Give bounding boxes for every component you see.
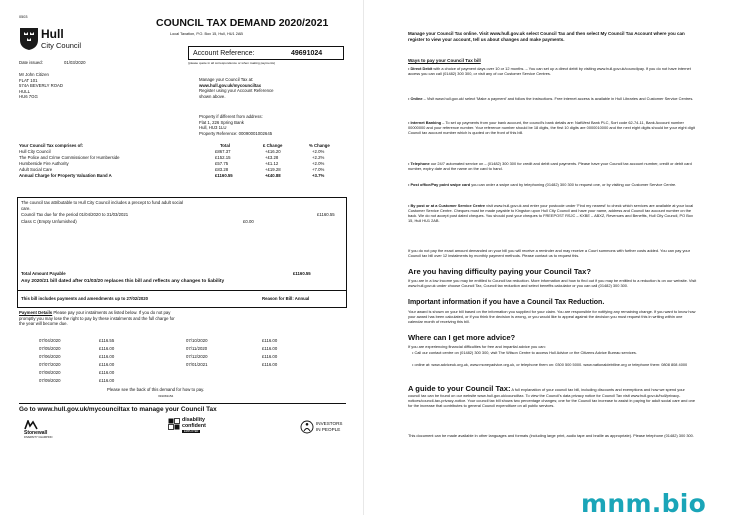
col-header: Your Council Tax comprises of: [19,143,84,148]
instalment-date: 07/01/2021 [186,362,208,367]
row-percent: +3.7% [312,173,325,178]
investors-text: INVESTORS [316,421,343,426]
instalment-date: 07/11/2020 [186,346,208,351]
stonewall-logo [21,420,81,442]
stonewall-icon [24,420,38,430]
account-ref-label: Account Reference: [193,50,255,57]
instalment-row [39,378,359,384]
row-label: Adult Social Care [19,167,53,172]
instalment-amount: £116.00 [262,338,278,343]
row-change: +£1.12 [265,161,279,166]
form-code: 0503 [19,15,28,19]
demand-front-page [0,0,364,515]
includes-notice: This bill includes payments and amendments up to 27/02/2020 [21,296,149,301]
instalment-date: 07/09/2020 [39,378,61,383]
bullet-lead: • Post office/Pay point swipe card [408,182,471,187]
instalment-amount: £116.00 [99,346,115,351]
col-header: Total [220,143,230,148]
property-line: Property Reference: 00090001002645 [199,130,273,136]
tax-table-header [19,143,339,149]
instalment-date: 07/12/2020 [186,354,208,359]
guide-text: A full explanation of your council tax bill, including discounts and exemptions and how we spend your council tax can be found on our website www.hull.gov.uk/counciltax. To view the Council's data privacy notice for Council Tax visit www.hull.gov.uk/hull/privacy-notices/council-tax-privacy-notice. Your council tax bill shows two percentage changes; one for the Council tax increase to assist in paying for adult social care and one for the increase that contributes to general Council expenditure on all public services. [408,387,695,408]
bullet-text: our 24/7 automated service on – (01482) 300 300 for credit and debit card payments. Please have your Council tax account number, credit or debit card number, expiry date and the name on the card to hand. [408,161,692,171]
instalment-amount: £116.00 [99,362,115,367]
instalment-date: 07/08/2020 [39,370,61,375]
addressee-block [19,72,63,100]
instalment-row [39,338,359,344]
row-label: Hull City Council [19,149,51,154]
investors-in-people-logo [300,418,360,440]
manage-link[interactable]: www.hull.gov.uk/mycounciltax [199,82,262,88]
bullet-lead: • Telephone [408,161,430,166]
payment-details-line: Please pay your instalments as listed below. If you do not pay [52,310,171,315]
row-change: +£19.28 [265,167,281,172]
row-percent: +7.0% [312,167,325,172]
reminder-text: If you do not pay the exact amount demanded on your bill you will receive a reminder and may receive a Court summons with further costs added. You can pay your Council tax bill over 12 instalments by monthly payment methods. Please contact us to request this. [408,248,691,258]
instalment-amount: £116.00 [99,378,115,383]
instalment-row [39,346,359,352]
stonewall-sub: DIVERSITY CHAMPION [24,436,53,439]
row-label: The Police and Crime Commissioner for Humberside [19,155,120,160]
total-value: £1160.55 [293,271,311,276]
address-line: Mr John Citizen [19,72,49,77]
instalment-date: 07/10/2020 [186,338,208,343]
bullet-lead: • Internet Banking [408,120,442,125]
payment-method-post [408,203,698,223]
manage-line: shown above. [199,93,226,99]
row-change: +£3.28 [265,155,279,160]
address-line: HU6 7GG [19,94,38,100]
property-line: Property if different from address: [199,114,263,119]
property-line: Hull, HU3 1LU [199,125,227,131]
advice-bullet: • Call our contact centre on (01482) 300 300, visit The Wilson Centre to access Hull Advice or the Citizens Advice Bureau services. [412,350,637,355]
hull-crest-icon [19,27,39,51]
row-total: £1160.55 [215,173,233,178]
row-total: £152.15 [215,155,231,160]
manage-online-block [199,77,274,99]
bullet-text: you can order a swipe card by telephoning (01482) 300 300 to request one, or by visiting our Customer Service Centre. [470,182,677,187]
instalment-date: 07/07/2020 [39,362,61,367]
footer-divider [19,403,346,404]
reason-for-bill: Reason for Bill: Annual [262,296,310,301]
col-header: £ Change [263,143,283,148]
guide-title: A guide to your Council Tax: [408,384,511,393]
council-subtitle: City Council [41,41,82,50]
table-row-total [19,173,339,179]
footer-link[interactable]: Go to www.hull.gov.uk/mycounciltax to manage your Council Tax [19,406,217,413]
address-line: 574A BEVERLY ROAD [19,83,64,89]
table-row [19,149,339,155]
confident-text: confident [182,423,206,429]
manage-line: Register using your Account Reference [199,88,274,94]
reduction-text: Your award is shown on your bill based on the information you supplied for your claim. You are responsible for notifying any remaining change. If you want to know how your award has been calculated, or if you think the decision is wrong, or you would like to appeal against the decision you must request this in writing within one calendar month of receiving this bill. [408,309,696,324]
account-ref-note: (please quote in all correspondence or when making payments) [188,61,276,65]
address-line: HULL [19,88,30,94]
mnm-watermark: mnm.bio [581,489,707,515]
address-line: FLAT 101 [19,77,38,83]
row-total: £83.28 [215,167,229,172]
page-title: COUNCIL TAX DEMAND 2020/2021 [156,17,329,29]
bullet-text: – Visit www.hull.gov.uk/ select 'Make a payment' and follow the instructions. Free internet access is available in Hull Libraries and Customer Service Centres. [422,96,694,101]
box-divider [18,290,346,291]
replace-notice: Any 2020/21 bill dated after 01/03/20 replaces this bill and reflects any changes to liability [21,279,225,284]
row-label: Humberside Fire Authority [19,161,69,166]
instalment-row [39,362,359,368]
disability-confident-logo [168,417,218,443]
difficulty-text: If you are in a low income you may be entitled to Council tax reduction. More information and how to find out if you may be entitled to a reduction is on our website. Visit www.hull.gov.uk under choose Council Tax, Council tax reduction and select benefits calculator or you can call (01482) 300 300. [408,278,697,288]
in-people-text: IN PEOPLE [316,427,341,432]
reference-code: 391081154 [158,394,174,398]
row-change: +£16.20 [265,149,281,154]
row-percent: +2.0% [312,149,325,154]
instalment-date: 07/05/2020 [39,346,61,351]
date-issued-label: Date issued: [19,60,43,65]
precept-line: care. [21,206,31,211]
total-label: Total Amount Payable [21,271,66,276]
payment-method-internet-banking [408,120,698,135]
period-value: £1160.55 [317,212,335,217]
bullet-text: – To set up payments from your bank account, the council's bank details are: NatWest Bank PLC, Sort code 62-74-11, Bank Account number 00000000 and your reference number. Your reference number should be 18 digits, the first 10 digits are 0000010000 and the next eight digits should be your eight digit Council tax account number which is quoted on the front of this bill. [408,120,695,135]
date-issued-value: 01/03/2020 [64,60,86,65]
investors-in-people-icon [300,420,314,434]
payment-method-direct-debit [408,66,698,76]
advice-title: Where can I get more advice? [408,333,516,342]
payment-method-telephone [408,161,698,171]
difficulty-title: Are you having difficulty paying your Council Tax? [408,267,591,276]
instalment-amount: £116.00 [99,354,115,359]
bullet-lead: • Online [408,96,423,101]
ways-to-pay-title: Ways to pay your Council Tax bill [408,58,481,63]
table-row [19,167,339,173]
instalment-row [39,354,359,360]
council-name: Hull [41,27,64,41]
payment-details-block [19,310,175,327]
disability-confident-icon [168,418,180,430]
class-value: £0.00 [243,219,254,224]
manage-online-intro: Manage your Council Tax online. Visit www.hull.gov.uk select Council Tax and then select My Council Tax Account where you can register to view your account, tell us about changes and make payments. [408,31,685,42]
period-label: Council Tax due for the period 01/04/2020 to 31/03/2021 [21,212,129,217]
bill-summary-box [17,197,347,308]
row-total: £867.37 [215,149,231,154]
alternative-formats-note: This document can be made available in other languages and formats (including large print, audio tape and braille as appropriate). Please telephone (01482) 300 300. [408,433,694,438]
see-back-note: Please see the back of this demand for how to pay. [107,387,205,392]
payment-details-line: promptly you may lose the right to pay by these instalments and the full charge for [19,315,175,321]
table-row [19,155,339,161]
advice-intro: If you are experiencing financial difficulties for free and impartial advice you can: [408,344,546,349]
stonewall-text: Stonewall [24,430,48,436]
bullet-lead: • By post or at a Customer Service Centre [408,203,486,208]
payment-method-swipe-card [408,182,698,187]
row-percent: +2.2% [312,155,325,160]
property-block [199,114,272,136]
disability-text: disability [182,417,205,423]
payment-details-line: the year will become due. [19,321,68,327]
council-address: Local Taxation, P.O. Box 15, Hull, HU1 2AB [170,32,243,36]
instalment-amount: £116.00 [99,370,115,375]
demand-back-page [364,0,729,515]
property-line: Flat 1, 226 Spring Bank [199,119,244,125]
row-total: £57.75 [215,161,229,166]
instalment-amount: £116.55 [99,338,115,343]
bullet-text: visit www.hull.gov.uk and enter your postcode under 'Find my nearest' to check which services are available at your local Customer Service Centre. Cheques must be made payable to Kingston upon Hull City Council and have your name, address and Council tax account number on the back. We do not accept post dated cheques. You should post your cheques to FREEPOST RSJC – KXBE – ABXZ, Revenues and Benefits, Hull City Council, PO Box 15, Hull HU1 2AB. [408,203,694,223]
row-change: +£40.88 [265,173,281,178]
employer-badge: EMPLOYER [184,430,199,433]
bullet-lead: • Direct Debit [408,66,433,71]
reduction-title: Important information if you have a Council Tax Reduction. [408,299,605,306]
row-label: Annual Charge for Property Valuation Band A [19,173,112,178]
instalment-amount: £116.00 [262,346,278,351]
account-reference-box [188,46,344,60]
instalment-date: 07/04/2020 [39,338,61,343]
payment-details-title: Payment Details [19,310,53,315]
manage-line: Manage your Council Tax at: [199,77,254,82]
table-row [19,161,339,167]
account-ref-value: 49691024 [291,50,323,57]
payment-method-online [408,96,698,101]
precept-line: The council tax attributable to Hull City Council includes a precept to fund adult social [21,200,183,205]
row-percent: +2.0% [312,161,325,166]
instalment-row [39,370,359,376]
col-header: % Change [309,143,330,148]
instalment-amount: £116.00 [262,354,278,359]
class-label: Class C (Empty Unfurnished) [21,219,77,224]
bullet-text: with a choice of payment days over 10 or 12 months. – You can set up a direct debit by visiting www.hull.gov.uk/councilpay. If you do not have internet access you can call (01482) 300 300, or visit any of our Customer Service Centres. [408,66,691,76]
instalment-date: 07/06/2020 [39,354,61,359]
instalment-amount: £116.00 [262,362,278,367]
advice-bullet: • online at: www.adviceuk.org.uk, www.moneyadvice.org.uk, or telephone them on: 0300 500 5000. www.nationaldebtline.org or telephone them: 0808 808 4000 [412,362,688,367]
council-tax-guide [408,384,698,408]
